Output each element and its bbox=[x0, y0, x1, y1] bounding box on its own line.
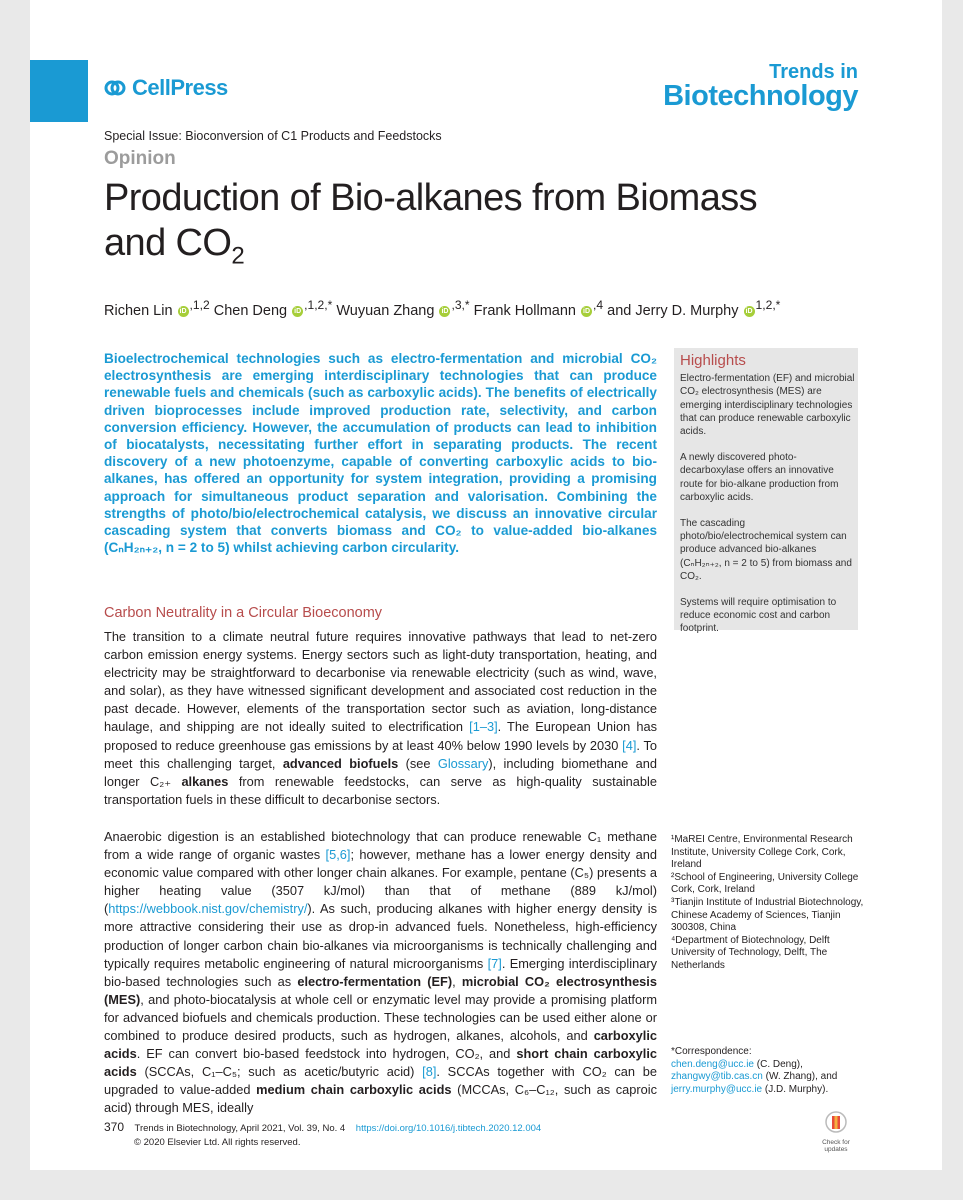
author-name[interactable]: Jerry D. Murphy bbox=[635, 302, 739, 319]
author-affil: ,3,* bbox=[451, 298, 470, 312]
text: ), including biomethane and longer C₂₊ bbox=[104, 755, 657, 789]
page-number: 370 bbox=[104, 1120, 125, 1134]
author-joiner: and bbox=[607, 302, 632, 319]
orcid-icon[interactable]: iD bbox=[179, 307, 187, 315]
journal-logo[interactable] bbox=[663, 62, 858, 111]
glossary-term: carboxylic acids bbox=[104, 1028, 657, 1062]
doi-link[interactable]: https://doi.org/10.1016/j.tibtech.2020.12.004 bbox=[355, 1123, 542, 1134]
reference-link[interactable]: [7] bbox=[487, 955, 502, 971]
text: (W. Zhang), and bbox=[762, 1071, 838, 1083]
title-main: Production of Bio-alkanes from Biomass and CO bbox=[104, 177, 758, 264]
glossary-term: short chain carboxylic acids bbox=[104, 1046, 657, 1080]
glossary-term: advanced biofuels bbox=[282, 755, 399, 771]
affiliation: ⁴Department of Biotechnology, Delft University of Technology, Delft, The Netherlands bbox=[671, 934, 830, 971]
text: ). As such, producing alkanes with higher energy density is more attractive considering their use as drop-in advanced fuels. Nonetheless, high-efficiency production of longer carbon chain bio-alkanes via microorganisms is technically challenging and typically requires metabolic engineering of natural microorganisms bbox=[104, 901, 657, 971]
reference-link[interactable]: [5,6] bbox=[325, 847, 351, 863]
text: . To meet this challenging target, bbox=[104, 737, 657, 771]
text: ; however, methane has a lower energy density and economic value compared with other longer chain alkanes. For example, pentane (C₅) presents a higher heating value (3507 kJ/mol) than that of methane (889 kJ/mol) ( bbox=[104, 847, 657, 917]
orcid-icon[interactable]: iD bbox=[294, 307, 302, 315]
external-link[interactable]: https://webbook.nist.gov/chemistry/ bbox=[108, 901, 308, 917]
abstract: Bioelectrochemical technologies such as electro-fermentation and microbial CO₂ electrosynthesis are emerging interdisciplinary technologies that can produce renewable fuels and chemicals (such as carboxylic acids). The benefits of electrically driven bioprocesses include improved production rate, selectivity, and carbon conversion efficiency. However, the accumulation of products can lead to inhibition of biocatalysts, necessitating further effort in separating products. The recent discovery of a new photoenzyme, capable of converting carboxylic acids to bio-alkanes, has offered an opportunity for system integration, providing a promising approach for simultaneous product separation and valorisation. Combining the strengths of photo/bio/electrochemical catalysis, we discuss an innovative circular cascading system that converts biomass and CO₂ to value-added bio-alkanes (CₙH₂ₙ₊₂, n = 2 to 5) whilst achieving carbon circularity. bbox=[104, 351, 657, 556]
glossary-term: alkanes bbox=[181, 773, 229, 789]
body-paragraph-2 bbox=[104, 828, 657, 1118]
body-paragraph-1 bbox=[104, 628, 657, 809]
glossary-term: electro-fermentation (EF) bbox=[297, 973, 453, 989]
correspondence-label: *Correspondence: bbox=[671, 1046, 752, 1057]
affiliations bbox=[671, 834, 867, 973]
highlight-item: The cascading photo/bio/electrochemical system can produce advanced bio-alkanes (CₙH₂ₙ₊₂, n = 2 to 5) from biomass and CO₂. bbox=[680, 518, 852, 582]
text: , and photo-biocatalysis at whole cell or enzymatic level may provide a promising platform for advanced biofuels and chemicals production. These technologies can be used either alone or combined to produce desired products, such as hydrogen, alkanes, alcohols, and bbox=[104, 991, 657, 1044]
color-tab bbox=[30, 60, 88, 122]
affiliation: ¹MaREI Centre, Environmental Research Institute, University College Cork, Cork, Ireland bbox=[671, 834, 853, 871]
text: , bbox=[452, 973, 462, 989]
reference-link[interactable]: [8] bbox=[422, 1064, 437, 1080]
reference-link[interactable]: [4] bbox=[622, 737, 637, 753]
special-issue: Special Issue: Bioconversion of C1 Products and Feedstocks bbox=[104, 129, 442, 143]
correspondence bbox=[671, 1046, 867, 1096]
author-affil: ,4 bbox=[593, 298, 604, 312]
author-affil: ,1,2,* bbox=[304, 298, 333, 312]
glossary-term: microbial CO₂ electrosynthesis (MES) bbox=[104, 973, 657, 1007]
text: . Emerging interdisciplinary bio-based technologies such as bbox=[104, 955, 657, 989]
citation: Trends in Biotechnology, April 2021, Vol. 39, No. 4 bbox=[134, 1123, 346, 1134]
orcid-icon[interactable]: iD bbox=[745, 307, 753, 315]
affiliation: ²School of Engineering, University College Cork, Cork, Ireland bbox=[671, 871, 859, 896]
section-heading: Carbon Neutrality in a Circular Bioeconomy bbox=[104, 605, 383, 621]
text: (J.D. Murphy). bbox=[762, 1083, 829, 1095]
page-footer bbox=[104, 1120, 541, 1150]
email-link[interactable]: zhangwy@tib.cas.cn bbox=[671, 1071, 763, 1083]
cellpress-logo[interactable] bbox=[104, 75, 228, 101]
copyright: © 2020 Elsevier Ltd. All rights reserved. bbox=[134, 1137, 301, 1148]
glossary-term: medium chain carboxylic acids bbox=[256, 1082, 452, 1098]
orcid-icon[interactable]: iD bbox=[583, 307, 591, 315]
author-affil: ,1,2 bbox=[189, 298, 210, 312]
check-updates-label: Check for updates bbox=[822, 1139, 850, 1153]
email-link[interactable]: chen.deng@ucc.ie bbox=[671, 1058, 754, 1070]
title-subscript: 2 bbox=[231, 242, 245, 270]
highlight-item: Electro-fermentation (EF) and microbial CO₂ electrosynthesis (MES) are emerging interdisciplinary technologies that can produce renewable carboxylic acids. bbox=[680, 373, 855, 438]
author-name[interactable]: Richen Lin bbox=[104, 302, 173, 319]
text: Anaerobic digestion is an established biotechnology that can produce renewable C₁ methane from a wide range of organic wastes bbox=[104, 829, 657, 863]
article-page bbox=[30, 0, 942, 1170]
text: The transition to a climate neutral future requires innovative pathways that lead to net-zero carbon emission energy systems. Energy sectors such as light-duty transportation, heating, and electricity may be straightforward to decarbonise via renewable electricity (such as wind, wave, and solar), as they have witnessed significant development and associated cost reduction in the past decade. However, elements of the transportation sector such as aviation, long-distance haulage, and shipping are not ideally suited to electrification bbox=[104, 629, 657, 735]
reference-link[interactable]: [1–3] bbox=[469, 719, 498, 735]
author-name[interactable]: Frank Hollmann bbox=[473, 302, 576, 319]
highlight-item: Systems will require optimisation to reduce economic cost and carbon footprint. bbox=[680, 597, 837, 635]
author-affil: 1,2,* bbox=[755, 298, 781, 312]
highlights-box bbox=[674, 348, 858, 635]
text: . SCCAs together with CO₂ can be upgraded to value-added bbox=[104, 1064, 657, 1098]
author-name[interactable]: Wuyuan Zhang bbox=[336, 302, 435, 319]
highlights-title: Highlights bbox=[680, 352, 746, 369]
glossary-link[interactable]: Glossary bbox=[437, 755, 489, 771]
article-type: Opinion bbox=[104, 148, 176, 169]
highlight-item: A newly discovered photo-decarboxylase offers an innovative route for bio-alkane production from carboxylic acids. bbox=[680, 452, 839, 503]
text: . The European Union has proposed to reduce greenhouse gas emissions by at least 40% below 1990 levels by 2030 bbox=[104, 719, 657, 753]
author-name[interactable]: Chen Deng bbox=[213, 302, 288, 319]
text: (C. Deng), bbox=[753, 1058, 803, 1070]
journal-line2: Biotechnology bbox=[663, 80, 858, 112]
publisher-name: CellPress bbox=[132, 75, 228, 100]
email-link[interactable]: jerry.murphy@ucc.ie bbox=[671, 1083, 763, 1095]
article-title bbox=[104, 176, 804, 279]
orcid-icon[interactable]: iD bbox=[441, 307, 449, 315]
text: from renewable feedstocks, can serve as high-quality sustainable transportation fuels in these difficult to decarbonise sectors. bbox=[104, 773, 657, 807]
text: (MCCAs, C₆–C₁₂, such as caproic acid) through MES, ideally bbox=[104, 1082, 658, 1116]
cellpress-icon bbox=[104, 77, 126, 99]
affiliation: ³Tianjin Institute of Industrial Biotechnology, Chinese Academy of Sciences, Tianjin 300308, China bbox=[671, 896, 864, 934]
text: (see bbox=[398, 755, 438, 771]
author-list bbox=[104, 298, 780, 319]
text: (SCCAs, C₁–C₅; such as acetic/butyric acid) bbox=[136, 1064, 423, 1080]
check-updates-button[interactable] bbox=[816, 1111, 856, 1157]
journal-line1: Trends in bbox=[769, 61, 858, 83]
text: . EF can convert bio-based feedstock into hydrogen, CO₂, and bbox=[136, 1046, 517, 1062]
check-updates-icon bbox=[825, 1111, 847, 1135]
